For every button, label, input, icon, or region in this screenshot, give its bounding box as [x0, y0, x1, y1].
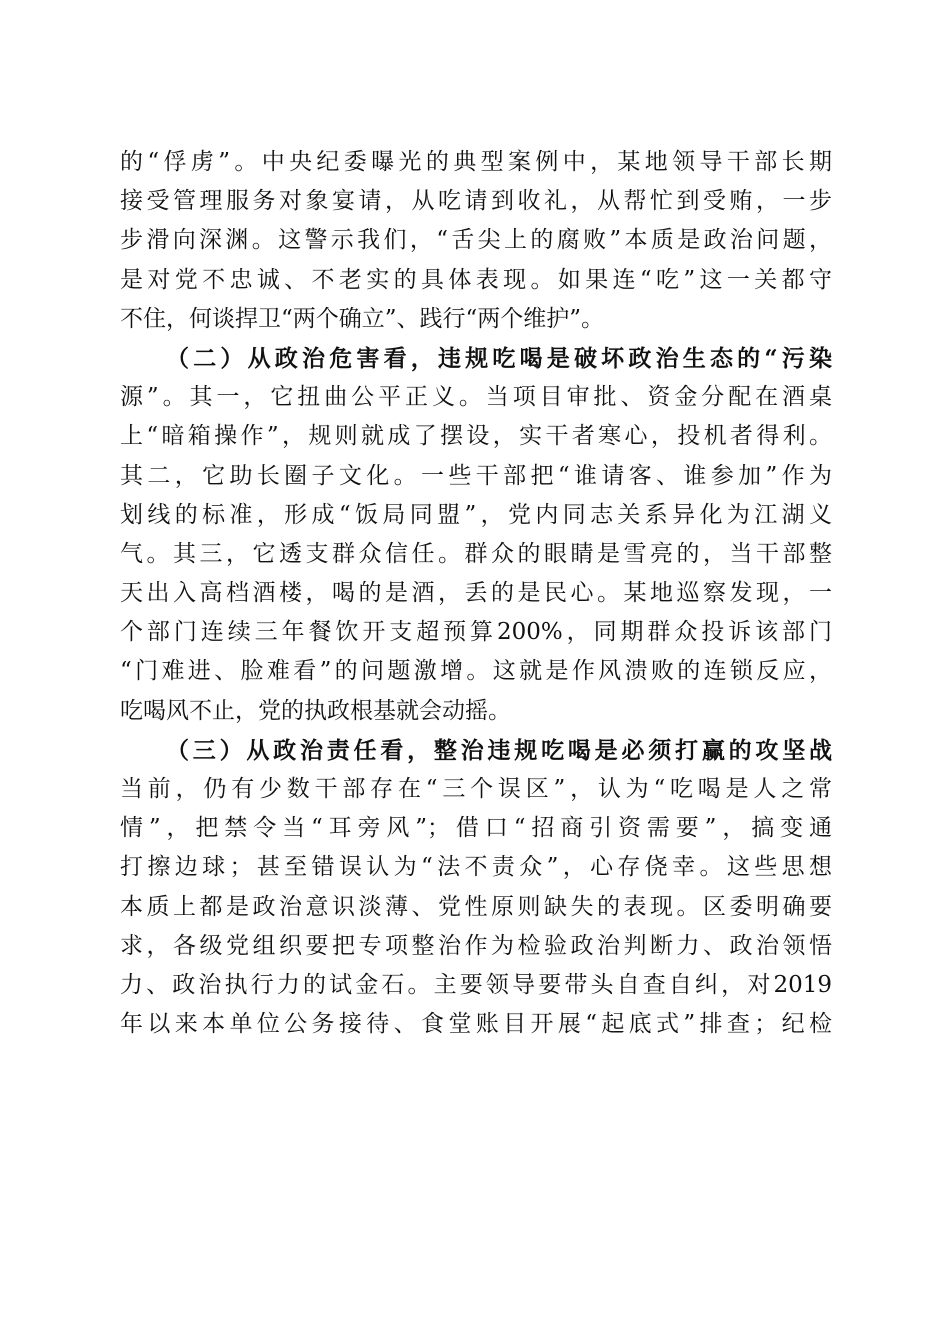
text-line: 天出入高档酒楼，喝的是酒，丢的是民心。某地巡察发现，一 — [120, 580, 832, 607]
text-line: 本质上都是政治意识淡薄、党性原则缺失的表现。区委明确要 — [120, 893, 832, 920]
paragraph-1 — [120, 143, 832, 339]
text-line: 个部门连续三年餐饮开支超预算200%，同期群众投诉该部门 — [120, 619, 832, 646]
text-line: 接受管理服务对象宴请，从吃请到收礼，从帮忙到受贿，一步 — [120, 188, 832, 215]
text-line: 划线的标准，形成“饭局同盟”，党内同志关系异化为江湖义 — [120, 501, 832, 528]
text-line: 不住，何谈捍卫“两个确立”、践行“两个维护”。 — [120, 305, 605, 332]
text-line: 气。其三，它透支群众信任。群众的眼睛是雪亮的，当干部整 — [120, 540, 832, 567]
text-line: 上“暗箱操作”，规则就成了摆设，实干者寒心，投机者得利。 — [120, 423, 832, 450]
text-line: 求，各级党组织要把专项整治作为检验政治判断力、政治领悟 — [120, 932, 832, 959]
text-line: 年以来本单位公务接待、食堂账目开展“起底式”排查；纪检 — [120, 1011, 832, 1038]
section-heading-3: （三）从政治责任看，整治违规吃喝是必须打赢的攻坚战 — [166, 736, 832, 764]
text-line: 力、政治执行力的试金石。主要领导要带头自查自纠，对2019 — [120, 971, 832, 998]
text-line: 吃喝风不止，党的执政根基就会动摇。 — [120, 697, 511, 724]
text-line: 其二，它助长圈子文化。一些干部把“谁请客、谁参加”作为 — [120, 462, 832, 489]
section-heading-2: （二）从政治危害看，违规吃喝是破坏政治生态的“污染 — [166, 344, 832, 372]
text-line: “门难进、脸难看”的问题激增。这就是作风溃败的连锁反应， — [120, 658, 832, 685]
text-line: 是对党不忠诚、不老实的具体表现。如果连“吃”这一关都守 — [120, 266, 832, 293]
text-line: 的“俘虏”。中央纪委曝光的典型案例中，某地领导干部长期 — [120, 149, 832, 175]
paragraph-3 — [120, 731, 832, 1045]
text-line: 当前，仍有少数干部存在“三个误区”，认为“吃喝是人之常 — [120, 776, 832, 802]
text-line: 步滑向深渊。这警示我们，“舌尖上的腐败”本质是政治问题， — [120, 227, 832, 254]
text-line: 打擦边球；甚至错误认为“法不责众”，心存侥幸。这些思想 — [120, 854, 832, 881]
document-body — [120, 143, 832, 1044]
text-line: 情”，把禁令当“耳旁风”；借口“招商引资需要”，搞变通 — [120, 815, 832, 842]
text-line: 源”。其一，它扭曲公平正义。当项目审批、资金分配在酒桌 — [120, 384, 832, 411]
paragraph-2 — [120, 339, 832, 731]
